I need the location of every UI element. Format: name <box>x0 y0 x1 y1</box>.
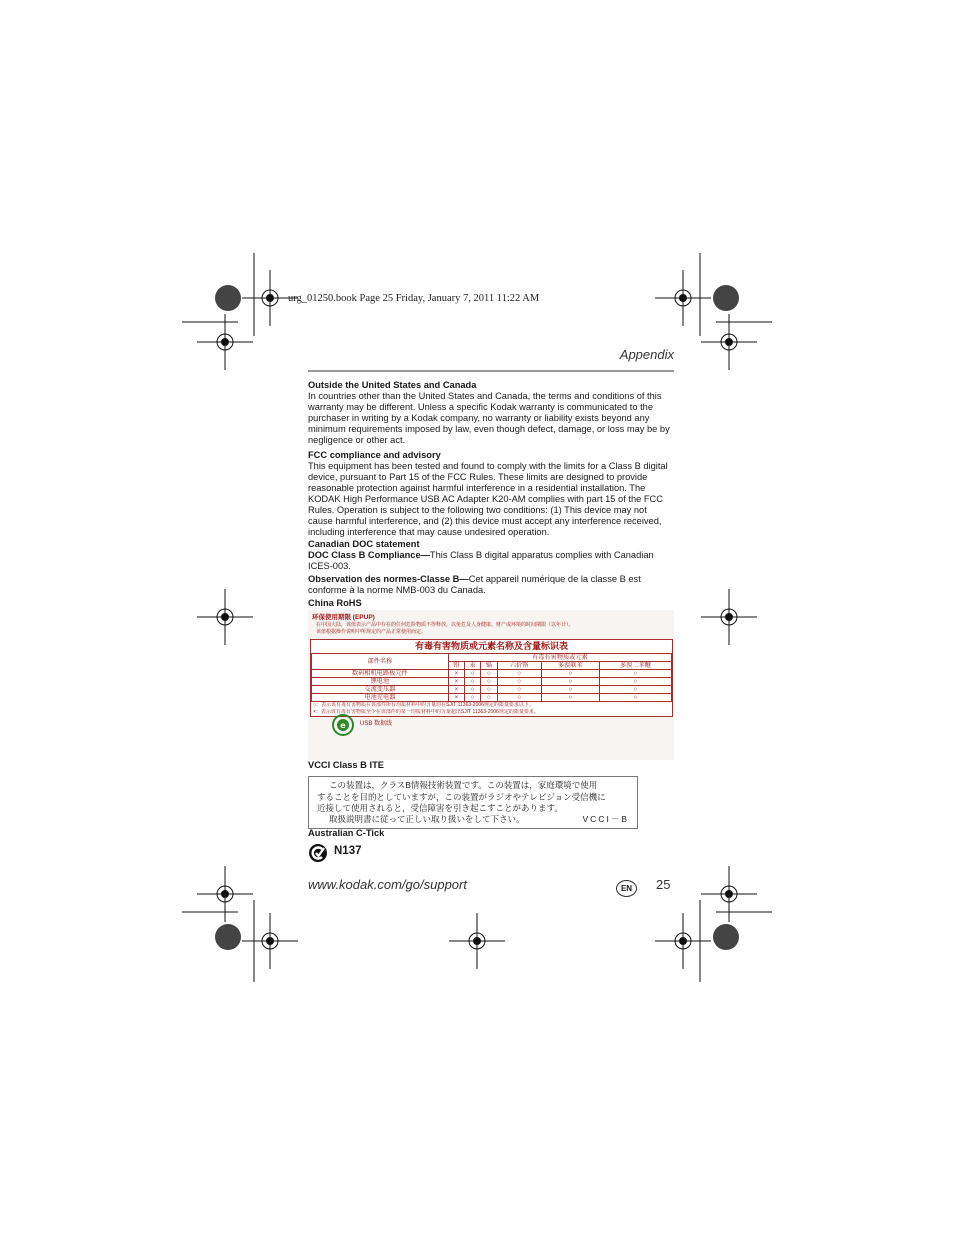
language-badge: EN <box>616 880 637 897</box>
mark: ○ <box>541 670 599 678</box>
registration-target-icon <box>197 589 253 645</box>
table-row <box>312 694 672 702</box>
section-heading: Canadian DOC statement <box>308 539 420 549</box>
doc-observation <box>308 574 674 596</box>
mark: ○ <box>465 686 481 694</box>
component-header: 部件名称 <box>312 654 449 670</box>
section-heading: Australian C-Tick <box>308 828 385 838</box>
mark: ○ <box>497 670 541 678</box>
mark: ○ <box>481 686 497 694</box>
substance-header: 多溴二苯醚 <box>599 662 671 670</box>
print-header: urg_01250.book Page 25 Friday, January 7, 2011 11:22 AM <box>288 293 540 304</box>
rohs-note-2: ×：表示该有毒有害物质至少在该部件的某一均质材料中的含量超出SJ/T 11363-2006规定的限量要求。 <box>313 709 539 715</box>
vcci-notice-box <box>308 776 638 829</box>
mark: ○ <box>481 694 497 702</box>
substance-header: 铅 <box>448 662 464 670</box>
substance-header: 六价铬 <box>497 662 541 670</box>
mark: ○ <box>497 694 541 702</box>
table-row <box>312 686 672 694</box>
mark: ○ <box>541 686 599 694</box>
epup-line-2: 该值根据操作说明中所规定的产品正常使用而定。 <box>316 629 427 635</box>
component-name: 锂电池 <box>312 678 449 686</box>
registration-target-icon <box>449 913 505 969</box>
rohs-table-title: 有毒有害物质或元素名称及含量标识表 <box>414 641 568 651</box>
mark: ○ <box>465 678 481 686</box>
registration-target-icon <box>701 866 757 922</box>
vcci-line: することを目的としていますが，この装置がラジオやテレビジョン受信機に <box>317 792 606 802</box>
registration-target-icon <box>655 270 711 326</box>
table-row <box>312 678 672 686</box>
china-rohs-figure <box>308 610 674 760</box>
c-tick-code: N137 <box>334 845 362 857</box>
epup-logo-caption: USB 数据线 <box>360 721 393 727</box>
registration-target-icon <box>242 913 298 969</box>
mark: ○ <box>541 694 599 702</box>
doc-observation-label: Observation des normes-Classe B— <box>308 574 469 584</box>
running-head: Appendix <box>619 347 674 362</box>
mark: ○ <box>541 678 599 686</box>
section-canadian-doc <box>308 539 674 596</box>
epup-title: 环保使用期限 (EPUP) <box>312 614 375 621</box>
mark: ○ <box>465 670 481 678</box>
page-number: 25 <box>656 877 671 892</box>
mark: ○ <box>481 678 497 686</box>
section-heading: Outside the United States and Canada <box>308 380 477 390</box>
component-name: 交流变压器 <box>312 686 449 694</box>
vcci-line: 近接して使用されると，受信障害を引き起こすことがあります。 <box>317 803 563 813</box>
registration-target-icon <box>701 589 757 645</box>
substances-header: 有毒有害物质或元素 <box>448 654 671 662</box>
section-body: This equipment has been tested and found to comply with the limits for a Class B digital device, pursuant to Part 15 of the FCC Rules. These limits are designed to provide reasonable protection against harmful interference in a residential installation. The KODAK High Performance USB AC Adapter K20-AM complies with part 15 of the FCC Rules. Operation is subject to the following two conditions: (1) This device may not cause harmful interference, and (2) this device must accept any interference received, including interference that may cause undesired operation. <box>308 461 668 537</box>
header-rule <box>308 370 674 372</box>
epup-logo-icon <box>332 714 354 736</box>
epup-line-1: 在中国大陆，该值表示产品中存在的任何危险物质不得释放，以免危及人身健康、财产或环境的时间期限（以年计）。 <box>316 622 574 628</box>
component-name: 电池充电器 <box>312 694 449 702</box>
rohs-table <box>311 653 672 702</box>
mark: ○ <box>599 694 671 702</box>
doc-compliance-label: DOC Class B Compliance— <box>308 550 430 560</box>
support-url[interactable]: www.kodak.com/go/support <box>308 877 467 892</box>
mark: ○ <box>497 686 541 694</box>
mark: ○ <box>599 670 671 678</box>
section-heading: FCC compliance and advisory <box>308 450 441 460</box>
mark: ○ <box>497 678 541 686</box>
mark: × <box>448 694 464 702</box>
mark: ○ <box>481 670 497 678</box>
vcci-line: 取扱説明書に従って正しい取り扱いをして下さい。 <box>329 814 525 824</box>
svg-text:e: e <box>340 721 346 730</box>
section-heading: China RoHS <box>308 598 362 608</box>
substance-header: 汞 <box>465 662 481 670</box>
substance-header: 多溴联苯 <box>541 662 599 670</box>
registration-target-icon <box>655 913 711 969</box>
section-outside-us <box>308 380 674 446</box>
section-heading: VCCI Class B ITE <box>308 760 384 770</box>
substance-header: 镉 <box>481 662 497 670</box>
mark: ○ <box>465 694 481 702</box>
section-body: In countries other than the United States and Canada, the terms and conditions of this warranty may be different. Unless a specific Kodak warranty is communicated to the purchaser in writing by a Kodak company, no warranty or liability exists beyond any minimum requirements imposed by law, even though defect, damage, or loss may be by negligence or other act. <box>308 391 670 445</box>
doc-compliance-text: This Class B digital apparatus complies with Canadian ICES-003. <box>308 550 654 571</box>
registration-target-icon <box>197 866 253 922</box>
c-tick-icon <box>308 843 328 863</box>
mark: ○ <box>599 678 671 686</box>
mark: ○ <box>599 686 671 694</box>
vcci-mark: VCCI－B <box>582 814 629 824</box>
mark: × <box>448 670 464 678</box>
mark: × <box>448 686 464 694</box>
section-fcc <box>308 450 674 538</box>
component-name: 数码相机电路板元件 <box>312 670 449 678</box>
vcci-line: この装置は，クラスB情報技術装置です。この装置は，家庭環境で使用 <box>329 780 598 790</box>
table-row <box>312 670 672 678</box>
mark: × <box>448 678 464 686</box>
doc-observation-text: Cet appareil numérique de la classe B est conforme à la norme NMB-003 du Canada. <box>308 574 641 595</box>
rohs-note-1: ○：表示该有毒有害物质在该部件所有均质材料中的含量均在SJ/T 11363-2006规定的限量要求以下。 <box>313 702 534 708</box>
doc-compliance <box>308 550 674 572</box>
